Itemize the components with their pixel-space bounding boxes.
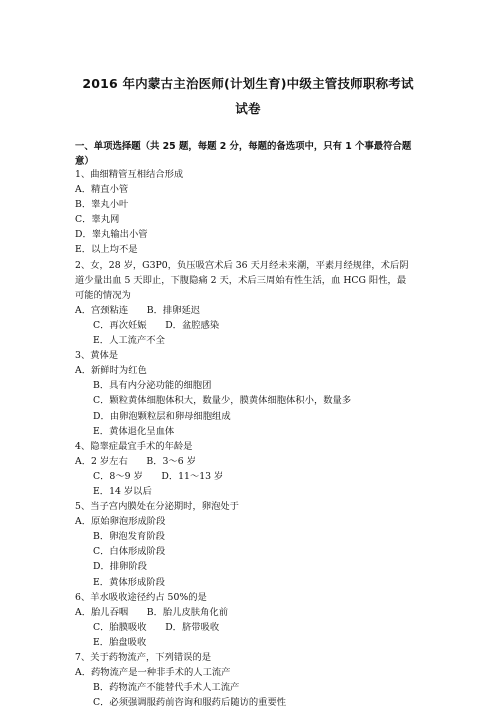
option-line: C．必须强调服药前咨询和服药后随访的重要性 [93,697,287,709]
option-line: C．白体形成阶段 [93,546,166,558]
question-stem: 6、羊水吸收途径约占 50%的是 [75,591,207,603]
option-line: A．胎儿吞咽 B．胎儿皮肤角化前 [75,606,228,618]
option-line: D．由卵泡颗粒层和卵母细胞组成 [93,410,231,422]
question-stem: 7、关于药物流产，下列错误的是 [75,652,212,663]
option-line: E．黄体形成阶段 [93,576,165,588]
option-line: C．胎膜吸收 D．脐带吸收 [93,621,220,633]
question-stem: 5、当子宫内膜处在分泌期时，卵泡处于 [75,501,239,513]
option-line: A．新鲜时为红色 [75,365,147,377]
question-stem: 1、曲细精管互相结合形成 [75,169,184,180]
document-title: 2016 年内蒙古主治医师(计划生育)中级主管技师职称考试 [82,76,414,91]
option-line: C．再次妊娠 D．盆腔感染 [93,319,220,331]
option-line: B．卵泡发育阶段 [93,531,165,543]
question-stem: 3、黄体是 [75,350,119,362]
option-line: E．14 岁以后 [93,485,152,497]
document-title-continued: 试卷 [235,101,261,116]
option-line: E．人工流产不全 [93,335,165,347]
option-line: C．睾丸网 [75,214,120,226]
option-line: A．宫颈粘连 B．排卵延迟 [75,304,201,316]
option-line: E．黄体退化呈血体 [93,425,175,437]
option-line: D．排卵阶段 [93,561,147,573]
option-line: A．精直小管 [75,184,129,196]
option-line: A．原始卵泡形成阶段 [75,516,166,528]
option-line: B．药物流产不能替代手术人工流产 [93,682,240,694]
option-line: C．8～9 岁 D．11～13 岁 [93,470,224,482]
question-stem-continued: 道少量出血 5 天即止，下腹隐痛 2 天，术后三周始有性生活，血 HCG 阳性，最 [75,274,407,286]
option-line: B．睾丸小叶 [75,199,129,211]
question-list [75,167,425,710]
option-line: A．药物流产是一种非手术的人工流产 [75,667,231,679]
question-stem-continued: 可能的情况为 [75,289,131,301]
option-line: E．胎盘吸收 [93,636,147,648]
option-line: B．具有内分泌功能的细胞团 [93,380,212,392]
option-line: C．颗粒黄体细胞体积大，数量少，膜黄体细胞体积小，数量多 [93,395,352,407]
question-stem: 2、女，28 岁，G3P0，负压吸宫术后 36 天月经未来潮，平素月经规律，术后阴 [75,259,409,271]
option-line: A．2 岁左右 B．3～6 岁 [75,455,196,467]
section-heading: 一、单项选择题（共 25 题，每题 2 分，每题的备选项中，只有 1 个事最符合题意） [75,141,412,167]
question-stem: 4、隐睾症最宜手术的年龄是 [75,440,193,452]
option-line: E．以上均不是 [75,244,138,256]
option-line: D．睾丸输出小管 [75,229,148,241]
